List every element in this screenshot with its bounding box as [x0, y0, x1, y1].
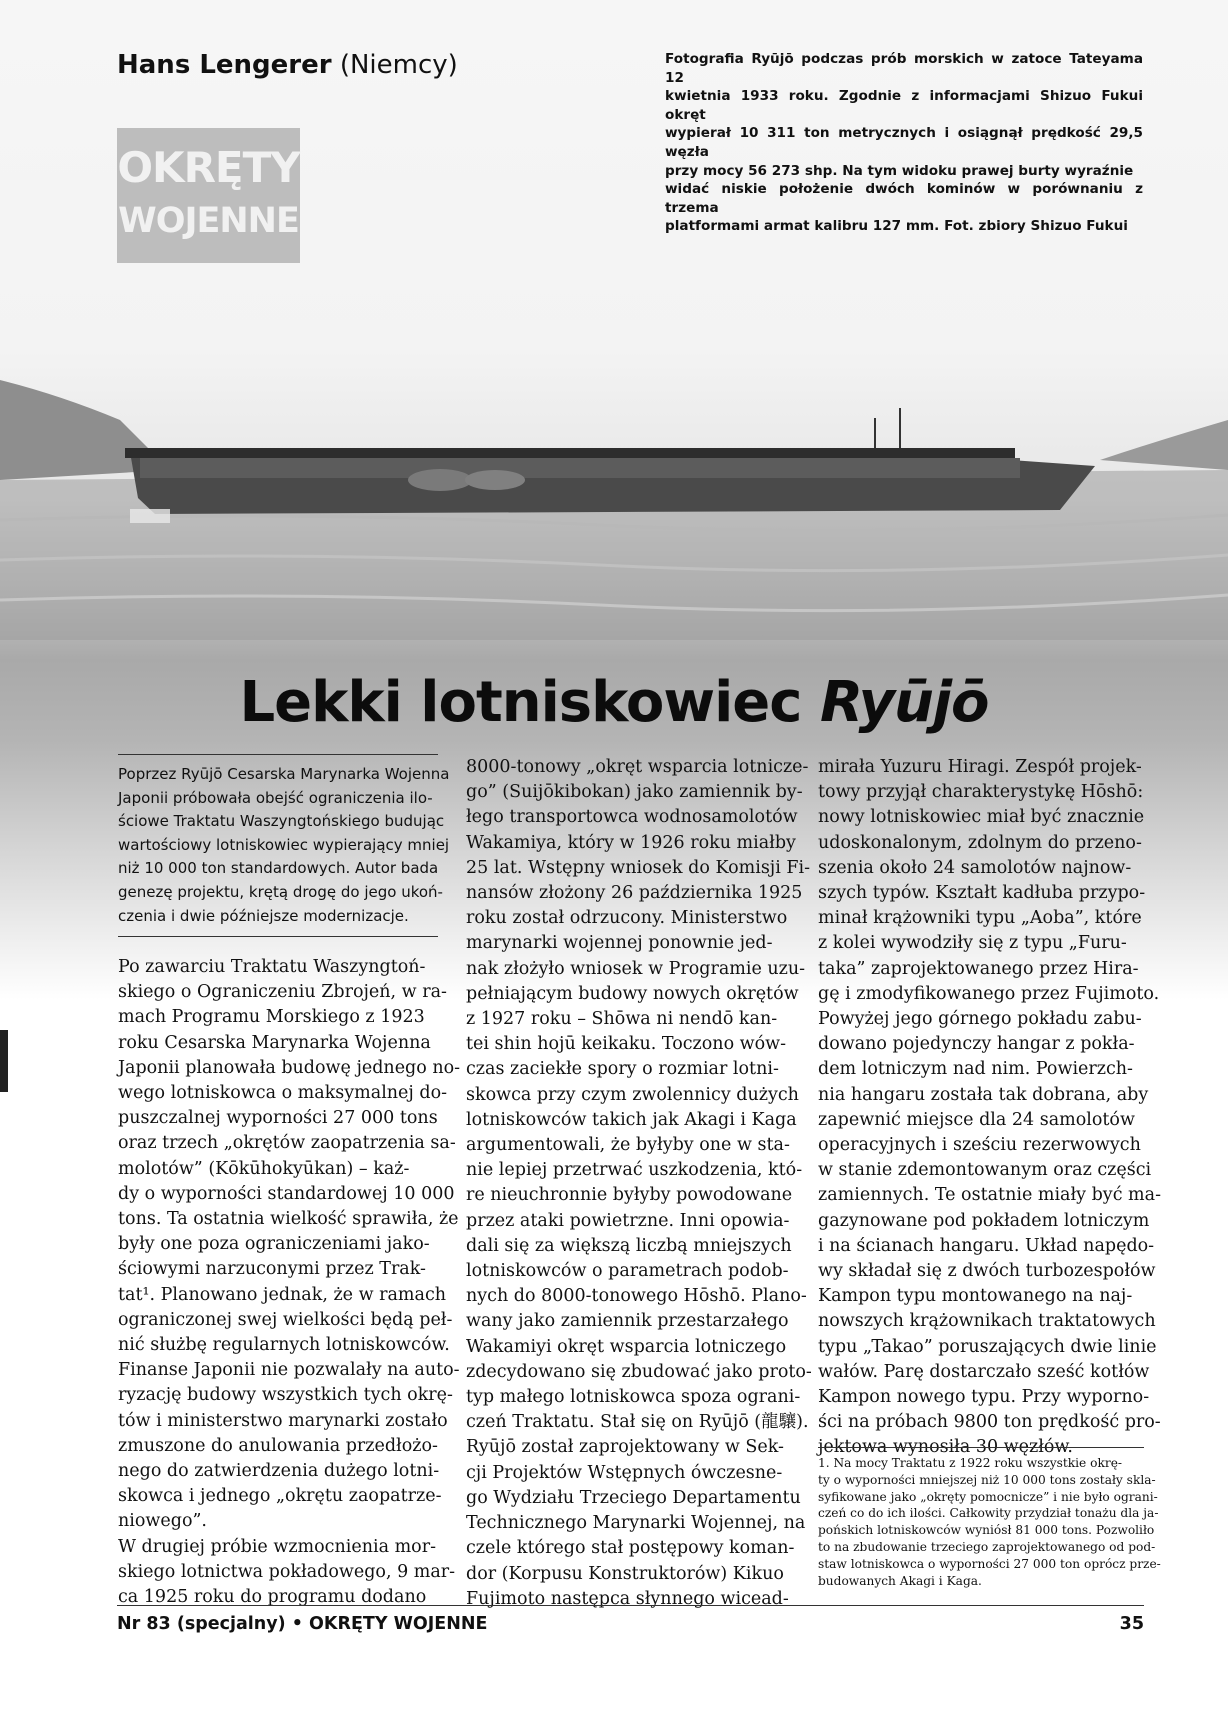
caption-line: kwietnia 1933 roku. Zgodnie z informacjami Shizuo Fukui okręt — [665, 88, 1143, 123]
caption-line: Fotografia Ryūjō podczas prób morskich w zatoce Tateyama 12 — [665, 51, 1143, 86]
logo-line-1: OKRĘTY — [117, 143, 300, 192]
text-line: mach Programu Morskiego z 1923 — [118, 1007, 425, 1028]
text-line: niowego”. — [118, 1511, 207, 1532]
text-line: Wakamiyi okręt wsparcia lotniczego — [466, 1336, 787, 1357]
text-line: nansów złożony 26 października 1925 — [466, 883, 803, 904]
text-line: łego transportowca wodnosamolotów — [466, 807, 798, 828]
text-line: Technicznego Marynarki Wojennej, na — [466, 1513, 806, 1534]
text-line: Po zawarciu Traktatu Waszyngtoń- — [118, 957, 426, 977]
text-line: Japonii planowała budowę jednego no- — [118, 1057, 461, 1078]
text-line: Ryūjō został zaprojektowany w Sek- — [466, 1437, 784, 1458]
logo-line-2: WOJENNE — [118, 201, 299, 241]
text-line: z kolei wywodziły się z typu „Furu- — [818, 933, 1127, 954]
text-line: szenia około 24 samolotów najnow- — [818, 857, 1132, 878]
body-column-3 — [818, 755, 1162, 1461]
text-line: taka” zaprojektowanego przez Hira- — [818, 958, 1139, 979]
lead-line: niż 10 000 ton standardowych. Autor bada — [118, 859, 439, 878]
text-line: dali się za większą liczbą mniejszych — [466, 1235, 792, 1256]
photo-caption — [665, 50, 1143, 236]
text-line: czeń Traktatu. Stał się on Ryūjō (龍驤). — [466, 1412, 809, 1433]
text-line: ograniczonej swej wielkości będą peł- — [118, 1309, 453, 1330]
text-line: roku Cesarska Marynarka Wojenna — [118, 1032, 431, 1053]
text-line: argumentowali, że byłyby one w sta- — [466, 1135, 790, 1156]
text-line: wy składał się z dwóch turbozespołów — [818, 1261, 1156, 1282]
text-line: go Wydziału Trzeciego Departamentu — [466, 1487, 801, 1508]
author-name: Hans Lengerer — [117, 50, 332, 80]
text-line: Kampon typu montowanego na naj- — [818, 1286, 1133, 1307]
footnote-line: 1. Na mocy Traktatu z 1922 roku wszystkie okrę- — [818, 1456, 1123, 1470]
text-line: go” (Suijōkibokan) jako zamiennik by- — [466, 782, 803, 803]
footer-issue: Nr 83 (specjalny) • OKRĘTY WOJENNE — [117, 1614, 488, 1634]
text-line: lotniskowców takich jak Akagi i Kaga — [466, 1109, 797, 1130]
text-line: szych typów. Kształt kadłuba przypo- — [818, 883, 1146, 904]
text-line: były one poza ograniczeniami jako- — [118, 1234, 430, 1255]
body-column-1 — [118, 955, 461, 1610]
text-line: oraz trzech „okrętów zaopatrzenia sa- — [118, 1133, 456, 1154]
caption-line: platformami armat kalibru 127 mm. Fot. zbiory Shizuo Fukui — [665, 218, 1128, 235]
footnote — [818, 1447, 1161, 1589]
text-line: czele którego stał postępowy koman- — [466, 1538, 795, 1559]
text-line: Fujimoto następca słynnego wicead- — [466, 1588, 789, 1609]
text-line: operacyjnych i sześciu rezerwowych — [818, 1135, 1141, 1156]
text-line: tei shin hojū keikaku. Toczono wów- — [466, 1034, 787, 1055]
lead-line: wartościowy lotniskowiec wypierający mniej — [118, 835, 450, 854]
lead-line: Poprzez Ryūjō Cesarska Marynarka Wojenna — [118, 765, 450, 783]
text-line: w stanie zdemontowanym oraz części — [818, 1160, 1152, 1181]
text-line: re nieuchronnie byłyby powodowane — [466, 1185, 793, 1206]
author-country: (Niemcy) — [339, 50, 458, 80]
footnote-line: budowanych Akagi i Kaga. — [818, 1573, 982, 1588]
text-line: mirała Yuzuru Hiragi. Zespół projek- — [818, 757, 1142, 777]
title-ship-name: Ryūjō — [819, 670, 989, 735]
text-line: nić służbę regularnych lotniskowców. — [118, 1335, 450, 1356]
lead-line: Japonii próbowała obejść ograniczenia ilo- — [118, 788, 433, 807]
text-line: Kampon nowego typu. Przy wyporno- — [818, 1387, 1150, 1408]
text-line: gazynowane pod pokładem lotniczym — [818, 1210, 1150, 1231]
text-line: ściowymi narzuconymi przez Trak- — [118, 1259, 426, 1280]
magazine-logo — [117, 128, 300, 263]
text-line: ca 1925 roku do programu dodano — [118, 1587, 427, 1608]
text-line: nowy lotniskowiec miał być znacznie — [818, 807, 1145, 828]
text-line: zmuszone do anulowania przedłożo- — [118, 1435, 438, 1456]
text-line: gę i zmodyfikowanego przez Fujimoto. — [818, 983, 1160, 1004]
author-byline — [117, 50, 458, 80]
text-line: molotów” (Kōkūhokyūkan) – każ- — [118, 1158, 410, 1179]
footnote-line: to na zbudowanie trzeciego zaprojektowanego od pod- — [818, 1539, 1156, 1554]
footnote-line: staw lotniskowca o wyporności 27 000 ton oprócz prze- — [818, 1556, 1161, 1571]
text-line: dor (Korpusu Konstruktorów) Kikuo — [466, 1563, 784, 1584]
text-line: W drugiej próbie wzmocnienia mor- — [118, 1536, 436, 1557]
text-line: skiego o Ograniczeniu Zbrojeń, w ra- — [118, 982, 447, 1003]
text-line: typ małego lotniskowca spoza ograni- — [466, 1387, 801, 1408]
footnote-line: czeń co do ich ilości. Całkowity przydział tonażu dla ja- — [818, 1506, 1159, 1521]
text-line: tat¹. Planowano jednak, że w ramach — [118, 1284, 447, 1305]
text-line: nie lepiej przetrwać uszkodzenia, któ- — [466, 1160, 803, 1181]
text-line: czas zaciekłe spory o rozmiar lotni- — [466, 1059, 779, 1080]
text-line: wałów. Parę dostarczało sześć kotłów — [818, 1361, 1150, 1382]
text-line: wego lotniskowca o maksymalnej do- — [118, 1083, 448, 1104]
text-line: dowano pojedynczy hangar z pokła- — [818, 1034, 1135, 1055]
text-line: jektowa wynosiła 30 węzłów. — [818, 1437, 1073, 1458]
text-line: skowca przy czym zwolennicy dużych — [466, 1084, 799, 1105]
text-line: roku został odrzucony. Ministerstwo — [466, 908, 788, 929]
text-line: ści na próbach 9800 ton prędkość pro- — [818, 1412, 1161, 1433]
text-line: dem lotniczym nad nim. Powierzch- — [818, 1059, 1133, 1080]
text-line: nia hangaru została tak dobrana, aby — [818, 1084, 1149, 1105]
caption-line: wypierał 10 311 ton metrycznych i osiągnął prędkość 29,5 węzła — [665, 125, 1143, 160]
text-line: Powyżej jego górnego pokładu zabu- — [818, 1009, 1142, 1030]
footnote-line: ty o wyporności mniejszej niż 10 000 tons zostały skla- — [818, 1472, 1156, 1487]
text-line: przez ataki powietrzne. Inni opowia- — [466, 1210, 790, 1231]
text-line: marynarki wojennej ponownie jed- — [466, 933, 773, 954]
text-line: z 1927 roku – Shōwa ni nendō kan- — [466, 1009, 778, 1030]
caption-line: przy mocy 56 273 shp. Na tym widoku prawej burty wyraźnie — [665, 162, 1134, 179]
text-line: wany jako zamiennik przestarzałego — [466, 1311, 789, 1332]
lead-line: genezę projektu, krętą drogę do jego ukoń- — [118, 882, 443, 901]
lead-line: czenia i dwie późniejsze modernizacje. — [118, 906, 409, 925]
footnote-line: pońskich lotniskowców wyniósł 81 000 tons. Pozwoliło — [818, 1523, 1155, 1538]
text-line: i na ścianach hangaru. Układ napędo- — [818, 1235, 1155, 1256]
footnote-line: syfikowane jako „okręty pomocnicze” i nie było ograni- — [818, 1489, 1158, 1504]
text-line: zamiennych. Te ostatnie miały być ma- — [818, 1185, 1162, 1206]
caption-line: widać niskie położenie dwóch kominów w porównaniu z trzema — [665, 181, 1143, 216]
text-line: tons. Ta ostatnia wielkość sprawiła, że — [118, 1209, 459, 1230]
text-line: 8000-tonowy „okręt wsparcia lotnicze- — [466, 757, 809, 777]
text-line: skiego lotnictwa pokładowego, 9 mar- — [118, 1561, 456, 1582]
text-line: tów i ministerstwo marynarki zostało — [118, 1410, 448, 1431]
title-main: Lekki lotniskowiec — [239, 670, 820, 735]
text-line: minał krążowniki typu „Aoba”, które — [818, 908, 1142, 929]
text-line: zdecydowano się zbudować jako proto- — [466, 1361, 812, 1382]
text-line: nego do zatwierdzenia dużego lotni- — [118, 1461, 440, 1482]
text-line: pełniającym budowy nowych okrętów — [466, 983, 799, 1004]
lead-paragraph — [118, 754, 450, 937]
text-line: towy przyjął charakterystykę Hōshō: — [818, 782, 1144, 803]
text-line: ryzację budowy wszystkich tych okrę- — [118, 1385, 453, 1406]
text-line: puszczalnej wyporności 27 000 tons — [118, 1108, 438, 1129]
text-line: nak złożyło wniosek w Programie uzu- — [466, 958, 806, 979]
text-line: typu „Takao” poruszających dwie linie — [818, 1336, 1157, 1357]
footer-divider — [117, 1605, 1144, 1606]
text-line: lotniskowców o parametrach podob- — [466, 1261, 789, 1282]
body-column-2 — [466, 755, 812, 1612]
article-title — [0, 670, 1228, 735]
text-line: nowszych krążownikach traktatowych — [818, 1311, 1156, 1332]
text-line: udoskonalonym, zdolnym do przeno- — [818, 832, 1142, 853]
text-line: 25 lat. Wstępny wniosek do Komisji Fi- — [466, 857, 811, 878]
text-line: dy o wyporności standardowej 10 000 — [118, 1183, 455, 1204]
text-line: Finanse Japonii nie pozwalały na auto- — [118, 1360, 460, 1381]
page-edge-mark — [0, 1030, 8, 1092]
text-line: nych do 8000-tonowego Hōshō. Plano- — [466, 1286, 807, 1307]
text-line: Wakamiya, który w 1926 roku miałby — [466, 832, 796, 853]
page-number: 35 — [1119, 1614, 1144, 1634]
text-line: cji Projektów Wstępnych ówczesne- — [466, 1462, 783, 1483]
text-line: zapewnić miejsce dla 24 samolotów — [818, 1109, 1135, 1130]
lead-line: ściowe Traktatu Waszyngtońskiego budując — [118, 812, 445, 831]
text-line: skowca i jednego „okrętu zaopatrze- — [118, 1486, 442, 1507]
